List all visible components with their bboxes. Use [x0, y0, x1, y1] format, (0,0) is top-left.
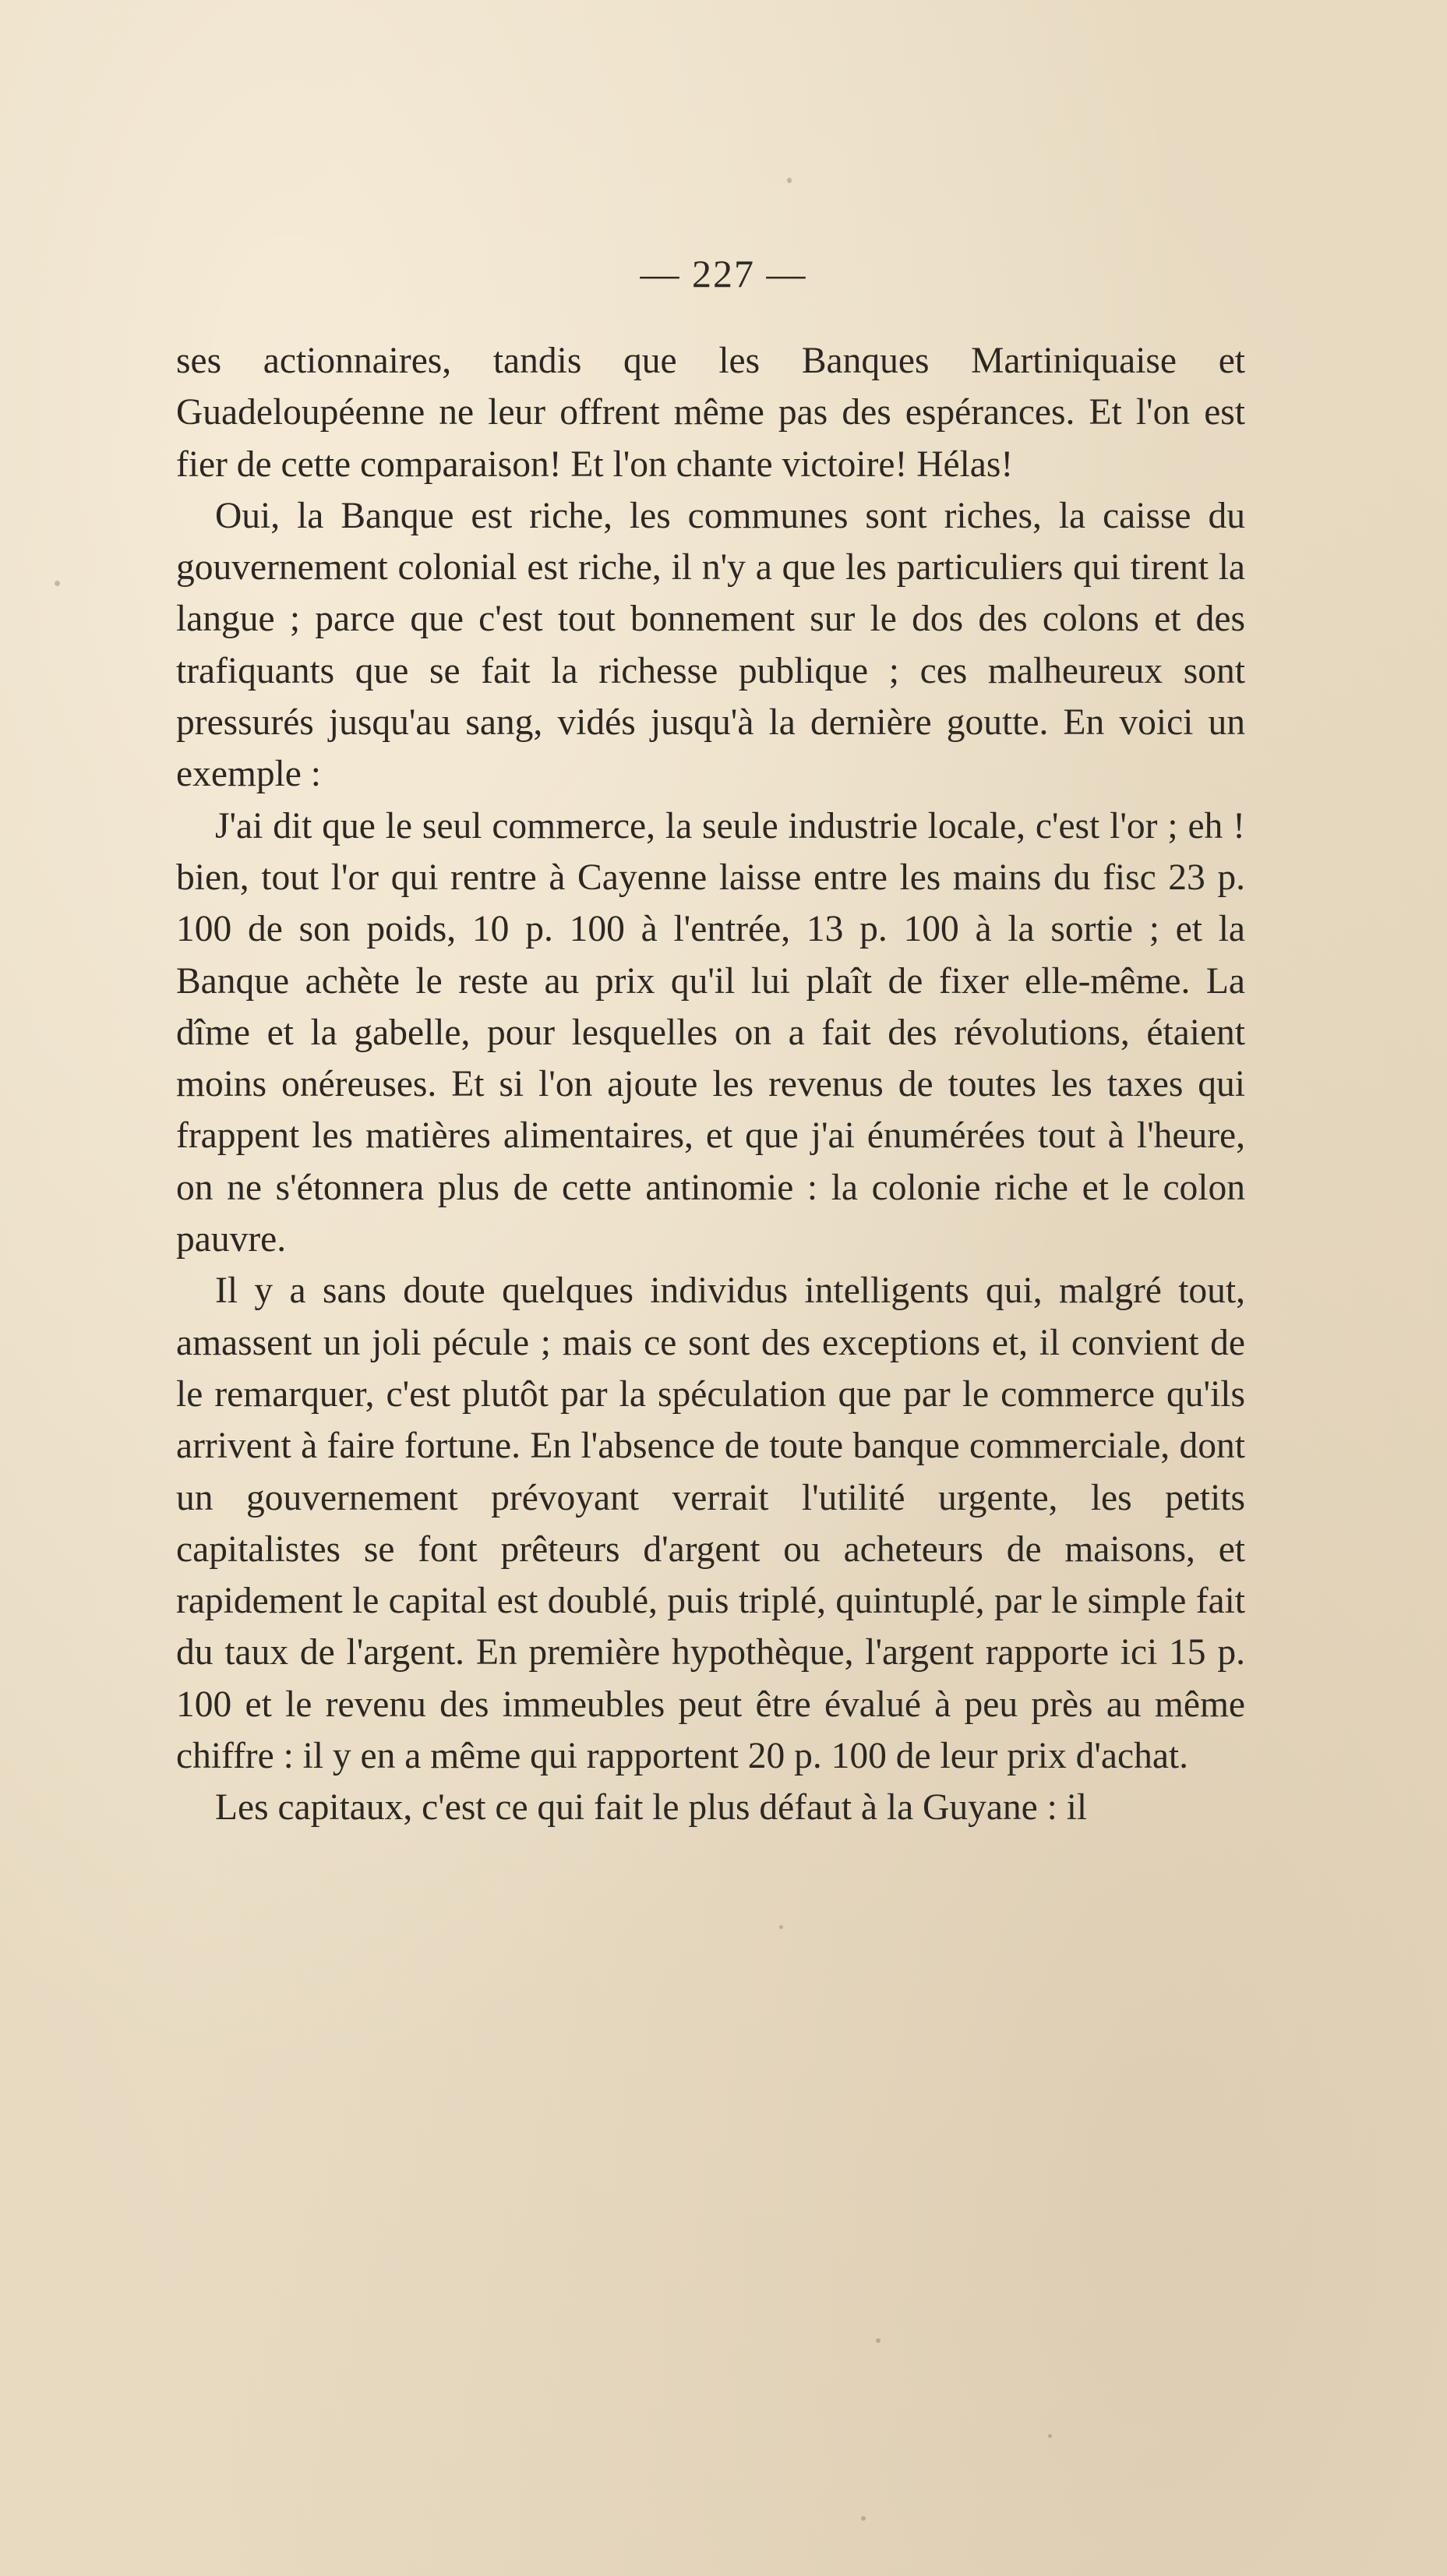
- paper-spot: [861, 2516, 866, 2521]
- paragraph-2: Oui, la Banque est riche, les communes sont riches, la caisse du gouvernement colonial est riche, il n'y a que les particuliers qui tirent la langue ; parce que c'est tout bonnement sur le dos des colons et des trafiquants que se fait la richesse publique ; ces malheureux sont pressurés jusqu'au sang, vidés jusqu'à la dernière goutte. En voici un exemple :: [176, 495, 1245, 795]
- paper-spot: [779, 1925, 783, 1929]
- paragraph-3: J'ai dit que le seul commerce, la seule industrie locale, c'est l'or ; eh ! bien, tout l'or qui rentre à Cayenne laisse entre les mains du fisc 23 p. 100 de son poids, 10 p. 100 à l'entrée, 13 p. 100 à la sortie ; et la Banque achète le reste au prix qu'il lui plaît de fixer elle-même. La dîme et la gabelle, pour lesquelles on a fait des révolutions, étaient moins onéreuses. Et si l'on ajoute les revenus de toutes les taxes qui frappent les matières alimentaires, et que j'ai énumérées tout à l'heure, on ne s'étonnera plus de cette antinomie : la colonie riche et le colon pauvre.: [176, 805, 1245, 1260]
- paragraph-4: Il y a sans doute quelques individus intelligents qui, malgré tout, amassent un joli pécule ; mais ce sont des exceptions et, il convient de le remarquer, c'est plutôt par la spéculation que par le commerce qu'ils arrivent à faire fortune. En l'absence de toute banque commerciale, dont un gouvernement prévoyant verrait l'utilité urgente, les petits capitalistes se font prêteurs d'argent ou acheteurs de maisons, et rapidement le capital est doublé, puis triplé, quintuplé, par le simple fait du taux de l'argent. En première hypothèque, l'argent rapporte ici 15 p. 100 et le revenu des immeubles peut être évalué à peu près au même chiffre : il y en a même qui rapportent 20 p. 100 de leur prix d'achat.: [176, 1270, 1245, 1777]
- paragraph-1: ses actionnaires, tandis que les Banques Martiniquaise et Guadeloupéenne ne leur offrent même pas des espérances. Et l'on est fier de cette comparaison! Et l'on chante victoire! Hélas!: [176, 341, 1245, 485]
- paper-spot: [787, 178, 792, 183]
- paper-spot: [55, 581, 60, 586]
- paragraph-5: Les capitaux, c'est ce qui fait le plus défaut à la Guyane : il: [215, 1787, 1088, 1829]
- paper-spot: [1048, 2434, 1052, 2438]
- page-number: — 227 —: [640, 252, 807, 295]
- paper-spot: [876, 2338, 881, 2343]
- body-text: [176, 335, 1245, 1834]
